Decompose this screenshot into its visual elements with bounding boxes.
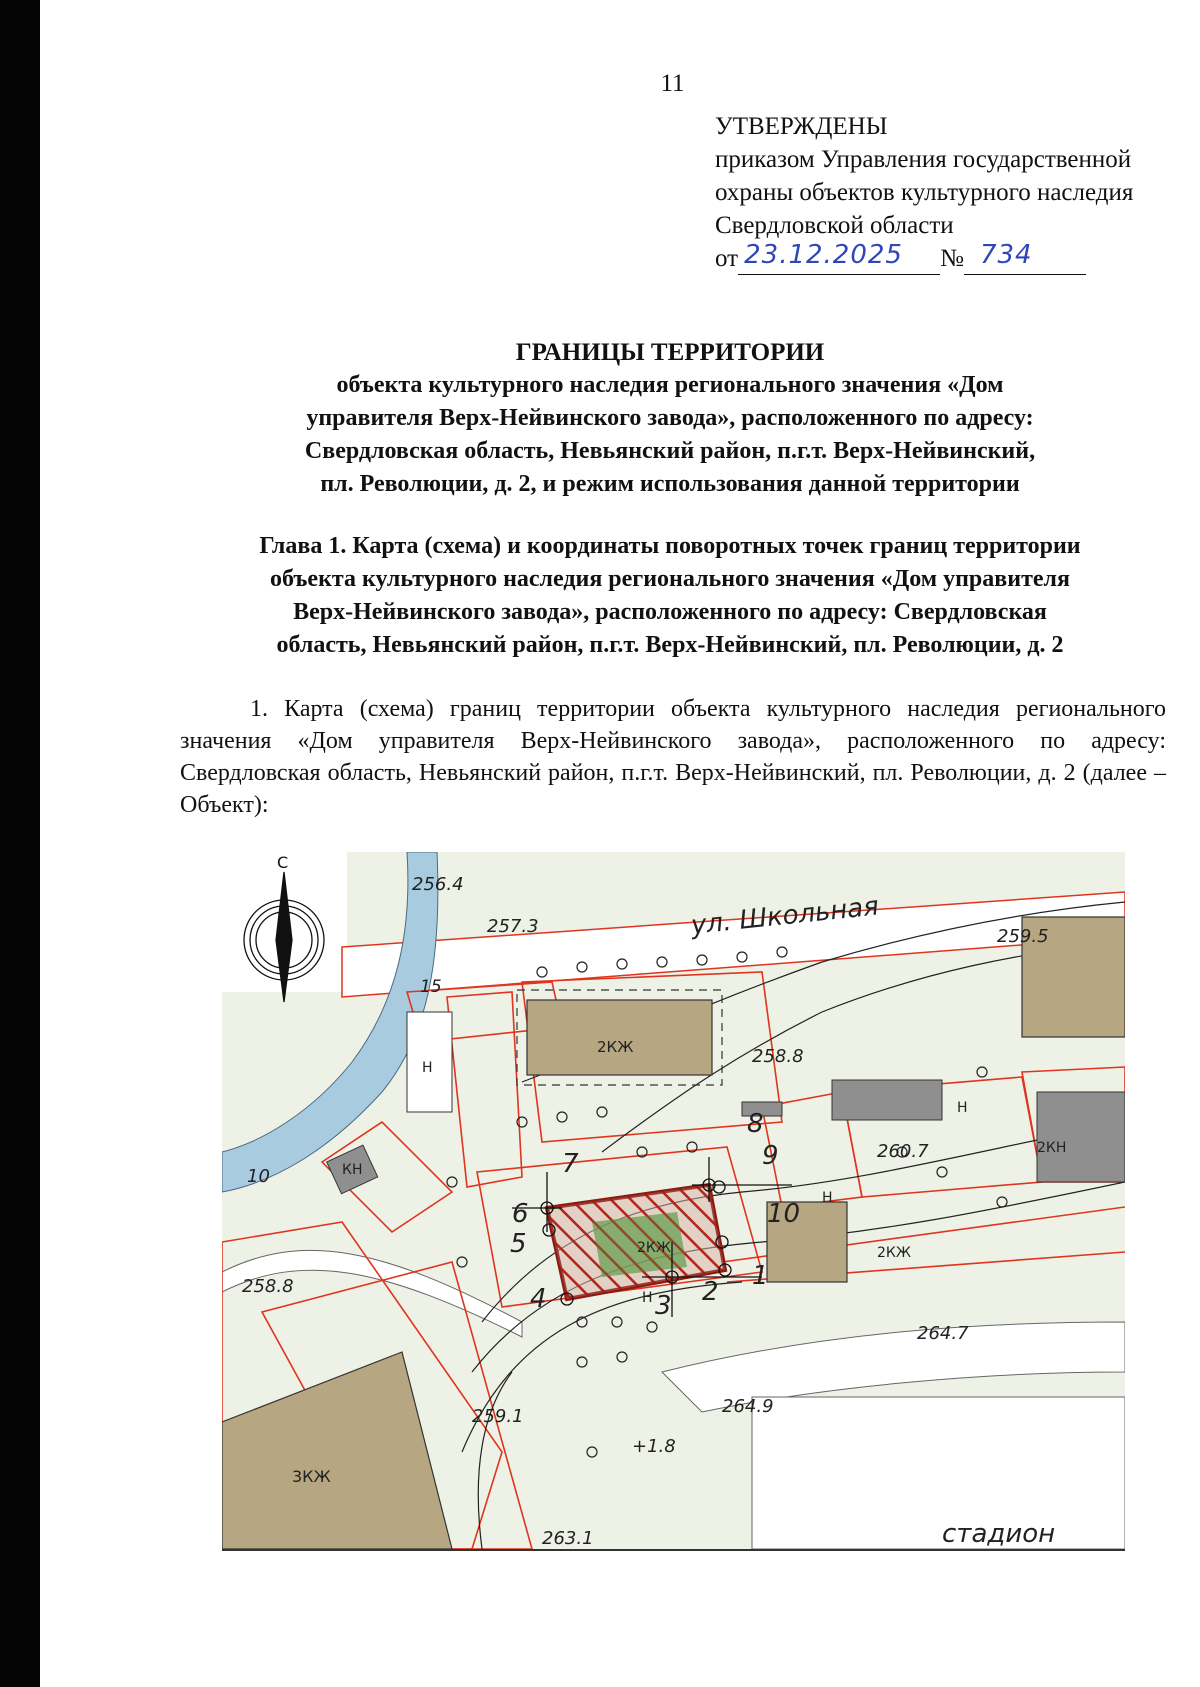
date-field bbox=[738, 240, 940, 275]
heading-line-3: Свердловская область, Невьянский район, п.г.т. Верх-Нейвинский, bbox=[304, 438, 1036, 464]
point-label-6: 6 bbox=[512, 1199, 529, 1229]
elev-label: 263.1 bbox=[542, 1528, 594, 1549]
point-label-2: 2 bbox=[702, 1277, 719, 1307]
building-label: КН bbox=[342, 1162, 363, 1178]
building-label: 2КЖ bbox=[637, 1240, 671, 1256]
elev-label: 258.8 bbox=[242, 1276, 294, 1297]
elev-label: 259.5 bbox=[997, 926, 1049, 947]
elev-label: 257.3 bbox=[487, 916, 539, 937]
point-label-4: 4 bbox=[530, 1284, 547, 1314]
document-heading bbox=[160, 336, 1180, 501]
building-label: 2КН bbox=[1037, 1140, 1067, 1156]
point-label-9: 9 bbox=[762, 1141, 779, 1171]
heading-title: ГРАНИЦЫ ТЕРРИТОРИИ bbox=[515, 339, 825, 366]
number-label: 10 bbox=[247, 1166, 270, 1187]
number-label: № bbox=[940, 245, 964, 272]
point-label-8: 8 bbox=[747, 1109, 764, 1139]
point-label-1: 1 bbox=[752, 1261, 769, 1291]
elev-label: 264.9 bbox=[722, 1396, 774, 1417]
point-label-3: 3 bbox=[655, 1291, 672, 1321]
chapter-line-2: объекта культурного наследия регионального значения «Дом управителя bbox=[270, 566, 1070, 592]
elev-label: +1.8 bbox=[632, 1436, 676, 1457]
elev-label: 256.4 bbox=[412, 874, 464, 895]
approval-line-3: Свердловской области bbox=[715, 212, 954, 239]
stadium-label: стадион bbox=[942, 1519, 1056, 1549]
building-right-gray bbox=[1037, 1092, 1125, 1182]
point-label-7: 7 bbox=[562, 1149, 579, 1179]
paragraph-1 bbox=[180, 693, 1166, 821]
from-label: от bbox=[715, 245, 739, 272]
point-label-5: 5 bbox=[510, 1229, 527, 1259]
elev-label: 260.7 bbox=[877, 1141, 929, 1162]
chapter-line-3: Верх-Нейвинского завода», расположенного по адресу: Свердловская bbox=[293, 599, 1047, 625]
building-label: 3КЖ bbox=[292, 1467, 331, 1486]
chapter-line-1: Глава 1. Карта (схема) и координаты поворотных точек границ территории bbox=[259, 533, 1081, 559]
street-label: ул. Школьная bbox=[689, 891, 881, 941]
approval-block bbox=[715, 110, 1133, 275]
chapter-heading bbox=[160, 530, 1180, 662]
heading-line-2: управителя Верх-Нейвинского завода», расположенного по адресу: bbox=[306, 405, 1034, 431]
building-label: Н bbox=[422, 1060, 433, 1076]
scan-edge bbox=[0, 0, 40, 1687]
elev-label: 259.1 bbox=[472, 1406, 524, 1427]
heading-line-1: объекта культурного наследия регионального значения «Дом bbox=[336, 372, 1004, 398]
building-label: Н bbox=[822, 1190, 833, 1206]
handwritten-date: 23.12.2025 bbox=[744, 240, 903, 270]
boundary-map bbox=[222, 852, 1125, 1551]
paragraph-text: 1. Карта (схема) границ территории объекта культурного наследия регионального значения «Дом управителя Верх-Нейвинского завода», расположенного по адресу: Свердловская область, Невьянский район, п.г.т. Верх-Нейвинский, пл. Революции, д. 2 (далее – Объект): bbox=[180, 696, 1166, 818]
approval-line-2: охраны объектов культурного наследия bbox=[715, 179, 1134, 206]
building-label: 2КЖ bbox=[597, 1038, 634, 1056]
building-label: Н bbox=[642, 1290, 653, 1306]
number-field bbox=[964, 240, 1086, 275]
approval-line-1: приказом Управления государственной bbox=[715, 146, 1132, 173]
stadium-area bbox=[752, 1397, 1125, 1549]
approval-date-line bbox=[715, 242, 1133, 275]
building-label: 2КЖ bbox=[877, 1245, 911, 1261]
building-n-gray bbox=[832, 1080, 942, 1120]
page-number: 11 bbox=[660, 70, 685, 97]
number-label: 15 bbox=[420, 977, 442, 997]
compass-north-label: С bbox=[277, 853, 289, 872]
building-label: Н bbox=[957, 1100, 968, 1116]
elev-label: 258.8 bbox=[752, 1046, 804, 1067]
heading-line-4: пл. Революции, д. 2, и режим использования данной территории bbox=[320, 471, 1020, 497]
map-svg bbox=[222, 852, 1125, 1549]
approval-title: УТВЕРЖДЕНЫ bbox=[715, 113, 888, 140]
handwritten-number: 734 bbox=[979, 240, 1033, 270]
point-label-10: 10 bbox=[767, 1199, 801, 1229]
elev-label: 264.7 bbox=[917, 1323, 969, 1344]
chapter-line-4: область, Невьянский район, п.г.т. Верх-Нейвинский, пл. Революции, д. 2 bbox=[276, 632, 1064, 658]
